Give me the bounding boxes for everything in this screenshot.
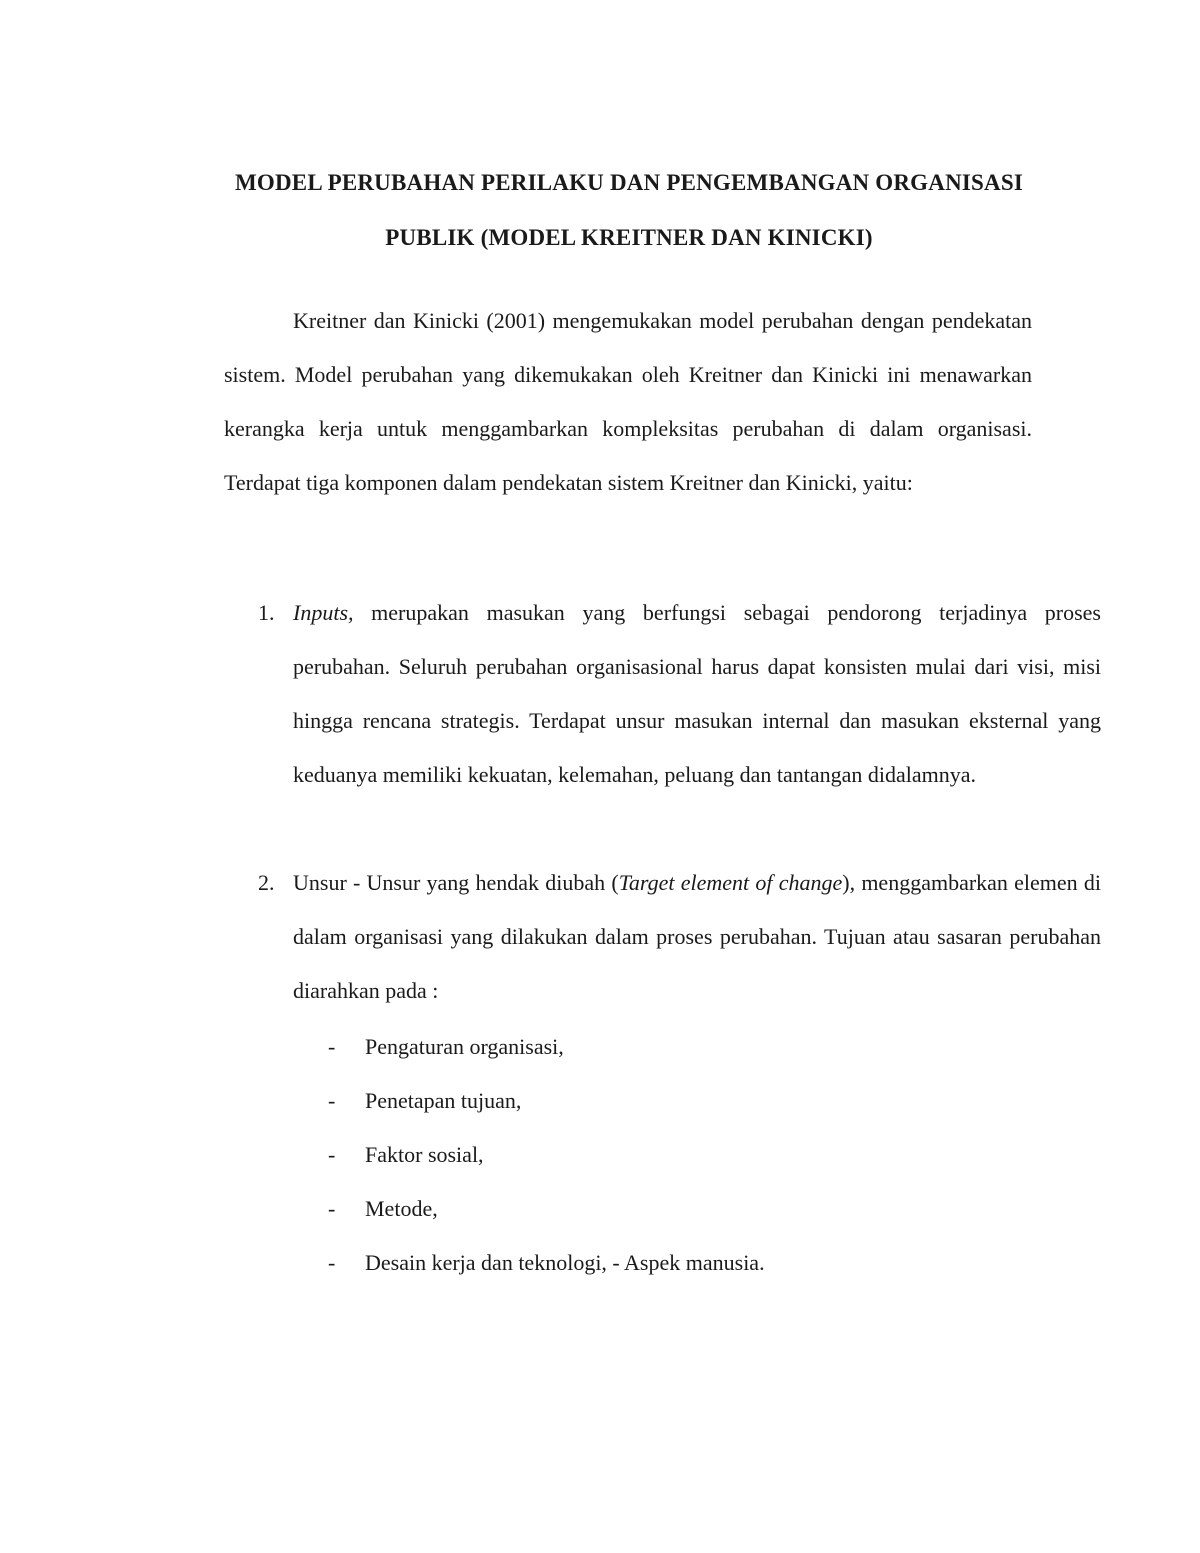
sublist-item [224, 1020, 1032, 1074]
list-item-body [293, 870, 1101, 1003]
dash-bullet: - [328, 1088, 336, 1113]
list-item-inputs [224, 586, 1101, 802]
list-item-text-before: Unsur - Unsur yang hendak diubah ( [293, 870, 619, 895]
dash-bullet: - [328, 1034, 336, 1059]
list-item-text-after: ), menggambarkan elemen di dalam organisasi yang dilakukan dalam proses perubahan. Tujuan atau sasaran perubahan diarahkan pada : [293, 870, 1101, 1003]
sublist-item [224, 1182, 1032, 1236]
list-item-target-elements [224, 856, 1101, 1018]
sublist-item-text: Metode, [365, 1196, 438, 1221]
intro-paragraph: Kreitner dan Kinicki (2001) mengemukakan model perubahan dengan pendekatan sistem. Model perubahan yang dikemukakan oleh Kreitner dan Kinicki ini menawarkan kerangka kerja untuk menggambarkan kompleksitas perubahan di dalam organisasi. Terdapat tiga komponen dalam pendekatan sistem Kreitner dan Kinicki, yaitu: [224, 308, 1032, 495]
term-target-element: Target element of change [618, 870, 843, 895]
dash-bullet: - [328, 1142, 336, 1167]
sublist-item [224, 1074, 1032, 1128]
sublist-item-text: Pengaturan organisasi, [365, 1034, 564, 1059]
list-number: 2. [258, 870, 275, 895]
sublist-item-text: Faktor sosial, [365, 1142, 484, 1167]
sublist-item-text: Desain kerja dan teknologi, - Aspek manusia. [365, 1250, 765, 1275]
sublist-item [224, 1236, 1032, 1290]
dash-bullet: - [328, 1196, 336, 1221]
list-item-body [293, 600, 1101, 787]
list-item-text: merupakan masukan yang berfungsi sebagai pendorong terjadinya proses perubahan. Seluruh perubahan organisasional harus dapat konsisten mulai dari visi, misi hingga rencana strategis. Terdapat unsur masukan internal dan masukan eksternal yang keduanya memiliki kekuatan, kelemahan, peluang dan tantangan didalamnya. [293, 600, 1101, 787]
sublist-item [224, 1128, 1032, 1182]
document-title-line-2: PUBLIK (MODEL KREITNER DAN KINICKI) [385, 225, 873, 250]
dash-bullet: - [328, 1250, 336, 1275]
sublist-item-text: Penetapan tujuan, [365, 1088, 522, 1113]
document-title-line-1: MODEL PERUBAHAN PERILAKU DAN PENGEMBANGAN ORGANISASI [235, 170, 1023, 195]
term-inputs: Inputs, [293, 600, 354, 625]
target-sublist [224, 1020, 1032, 1290]
list-number: 1. [258, 600, 275, 625]
